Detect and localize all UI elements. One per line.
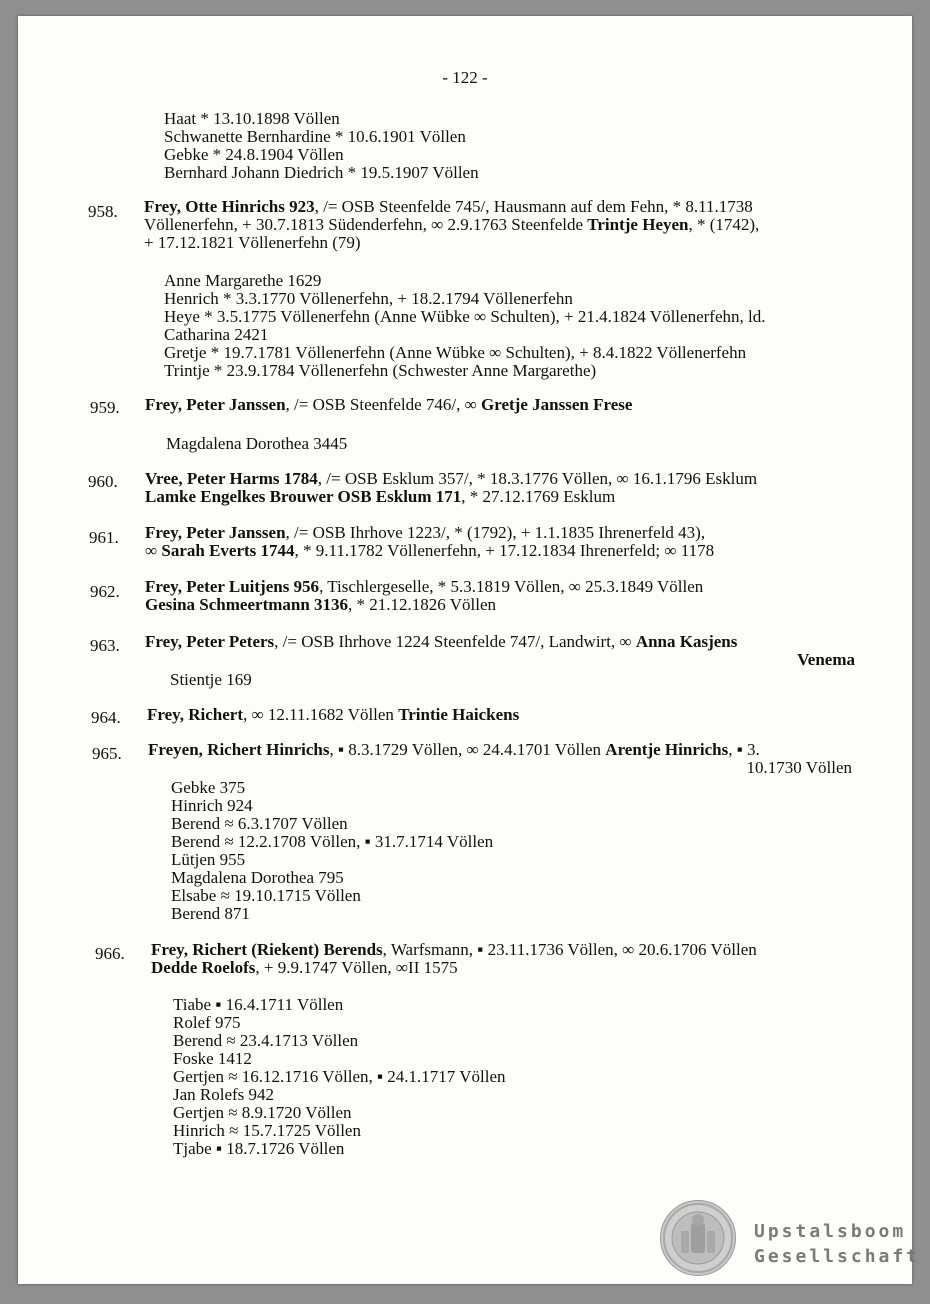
spouse-name: Dedde Roelofs xyxy=(151,958,256,977)
document-page xyxy=(18,16,921,1284)
spouse-name: Anna Kasjens xyxy=(635,632,738,651)
list-item: Foske 1412 xyxy=(173,1049,252,1068)
spouse-name: Lamke Engelkes Brouwer OSB Esklum 171 xyxy=(145,487,462,506)
list-item: Tiabe ▪ 16.4.1711 Völlen xyxy=(173,995,344,1014)
entry-962: Frey, Peter Luitjens 956, Tischlergeselle, * 5.3.1819 Völlen, ∞ 25.3.1849 Völlen Gesina Schmeertmann 3136, * 21.12.1826 Völlen xyxy=(145,577,704,614)
spouse-name: Sarah Everts 1744 xyxy=(161,541,295,560)
entry-number-964: 964. xyxy=(91,708,121,727)
list-item: Gebke * 24.8.1904 Völlen xyxy=(164,145,344,164)
children-963 xyxy=(170,671,252,689)
person-name: Frey, Peter Luitjens 956 xyxy=(145,577,320,596)
list-item: Catharina 2421 xyxy=(164,325,269,344)
entry-number-962: 962. xyxy=(90,582,120,601)
person-name: Vree, Peter Harms 1784 xyxy=(145,469,318,488)
person-name: Frey, Richert (Riekent) Berends xyxy=(151,940,383,959)
continuation-list xyxy=(164,110,479,182)
entry-960: Vree, Peter Harms 1784, /= OSB Esklum 357/, * 18.3.1776 Völlen, ∞ 16.1.1796 Esklum Lamke Engelkes Brouwer OSB Esklum 171, * 27.12.1769 Esklum xyxy=(145,469,758,506)
list-item: Heye * 3.5.1775 Völlenerfehn (Anne Wübke ∞ Schulten), + 21.4.1824 Völlenerfehn, ld. xyxy=(164,307,766,326)
list-item: Hinrich ≈ 15.7.1725 Völlen xyxy=(173,1121,361,1140)
entry-number-960: 960. xyxy=(88,472,118,491)
entry-965: Freyen, Richert Hinrichs, ▪ 8.3.1729 Völlen, ∞ 24.4.1701 Völlen Arentje Hinrichs, ▪ 3. 10.1730 Völlen xyxy=(148,740,852,777)
children-958 xyxy=(164,272,765,380)
person-name: Freyen, Richert Hinrichs xyxy=(148,740,330,759)
person-name: Frey, Peter Peters xyxy=(145,632,275,651)
list-item: Henrich * 3.3.1770 Völlenerfehn, + 18.2.1794 Völlenerfehn xyxy=(164,289,573,308)
list-item: Bernhard Johann Diedrich * 19.5.1907 Völlen xyxy=(164,163,479,182)
entry-966: Frey, Richert (Riekent) Berends, Warfsmann, ▪ 23.11.1736 Völlen, ∞ 20.6.1706 Völlen Dedde Roelofs, + 9.9.1747 Völlen, ∞II 1575 xyxy=(151,940,757,977)
entry-number-965: 965. xyxy=(92,744,122,763)
person-name: Frey, Otte Hinrichs 923 xyxy=(144,197,315,216)
list-item: Berend ≈ 12.2.1708 Völlen, ▪ 31.7.1714 Völlen xyxy=(171,832,494,851)
list-item: Stientje 169 xyxy=(170,670,252,689)
person-name: Frey, Peter Janssen xyxy=(145,395,286,414)
person-name: Frey, Richert xyxy=(147,705,243,724)
entry-958: Frey, Otte Hinrichs 923, /= OSB Steenfelde 745/, Hausmann auf dem Fehn, * 8.11.1738 Völlenerfehn, + 30.7.1813 Südenderfehn, ∞ 2.9.1763 Steenfelde Trintje Heyen, * (1742), + 17.12.1821 Völlenerfehn (79) xyxy=(144,197,760,252)
entry-959: Frey, Peter Janssen, /= OSB Steenfelde 746/, ∞ Gretje Janssen Frese xyxy=(145,395,633,414)
entry-964: Frey, Richert, ∞ 12.11.1682 Völlen Trintie Haickens xyxy=(147,705,520,724)
children-959 xyxy=(166,435,347,453)
entry-number-966: 966. xyxy=(95,944,125,963)
spouse-name: Trintje Heyen xyxy=(587,215,689,234)
list-item: Tjabe ▪ 18.7.1726 Völlen xyxy=(173,1139,345,1158)
entry-number-963: 963. xyxy=(90,636,120,655)
list-item: Haat * 13.10.1898 Völlen xyxy=(164,109,340,128)
entry-number-958: 958. xyxy=(88,202,118,221)
list-item: Gretje * 19.7.1781 Völlenerfehn (Anne Wübke ∞ Schulten), + 8.4.1822 Völlenerfehn xyxy=(164,343,747,362)
children-965 xyxy=(171,779,493,923)
list-item: Gebke 375 xyxy=(171,778,246,797)
list-item: Hinrich 924 xyxy=(171,796,253,815)
entry-number-959: 959. xyxy=(90,398,120,417)
children-966 xyxy=(173,996,506,1158)
list-item: Berend 871 xyxy=(171,904,250,923)
list-item: Schwanette Bernhardine * 10.6.1901 Völlen xyxy=(164,127,466,146)
entry-961: Frey, Peter Janssen, /= OSB Ihrhove 1223/, * (1792), + 1.1.1835 Ihrenerfeld 43), ∞ Sarah Everts 1744, * 9.11.1782 Völlenerfehn, + 17.12.1834 Ihrenerfeld; ∞ 1178 xyxy=(145,523,715,560)
list-item: Berend ≈ 6.3.1707 Völlen xyxy=(171,814,348,833)
list-item: Gertjen ≈ 16.12.1716 Völlen, ▪ 24.1.1717 Völlen xyxy=(173,1067,506,1086)
spouse-name: Gesina Schmeertmann 3136 xyxy=(145,595,349,614)
person-name: Frey, Peter Janssen xyxy=(145,523,286,542)
entry-number-961: 961. xyxy=(89,528,119,547)
list-item: Lütjen 955 xyxy=(171,850,246,869)
spouse-name: Trintie Haickens xyxy=(398,705,520,724)
publisher-logo-text: Upstalsboom Gesellschaft xyxy=(754,1221,921,1267)
spouse-surname: Venema xyxy=(797,650,855,669)
spouse-name: Arentje Hinrichs xyxy=(605,740,729,759)
entry-963: Frey, Peter Peters, /= OSB Ihrhove 1224 Steenfelde 747/, Landwirt, ∞ Anna Kasjens Venema xyxy=(145,632,855,669)
list-item: Jan Rolefs 942 xyxy=(173,1085,275,1104)
list-item: Berend ≈ 23.4.1713 Völlen xyxy=(173,1031,359,1050)
spouse-name: Gretje Janssen Frese xyxy=(481,395,633,414)
seal-icon xyxy=(660,1200,736,1276)
list-item: Trintje * 23.9.1784 Völlenerfehn (Schwester Anne Margarethe) xyxy=(164,361,597,380)
list-item: Magdalena Dorothea 795 xyxy=(171,868,344,887)
list-item: Elsabe ≈ 19.10.1715 Völlen xyxy=(171,886,361,905)
list-item: Gertjen ≈ 8.9.1720 Völlen xyxy=(173,1103,352,1122)
list-item: Anne Margarethe 1629 xyxy=(164,271,322,290)
list-item: Rolef 975 xyxy=(173,1013,241,1032)
page-number: - 122 - xyxy=(442,68,488,87)
list-item: Magdalena Dorothea 3445 xyxy=(166,434,348,453)
